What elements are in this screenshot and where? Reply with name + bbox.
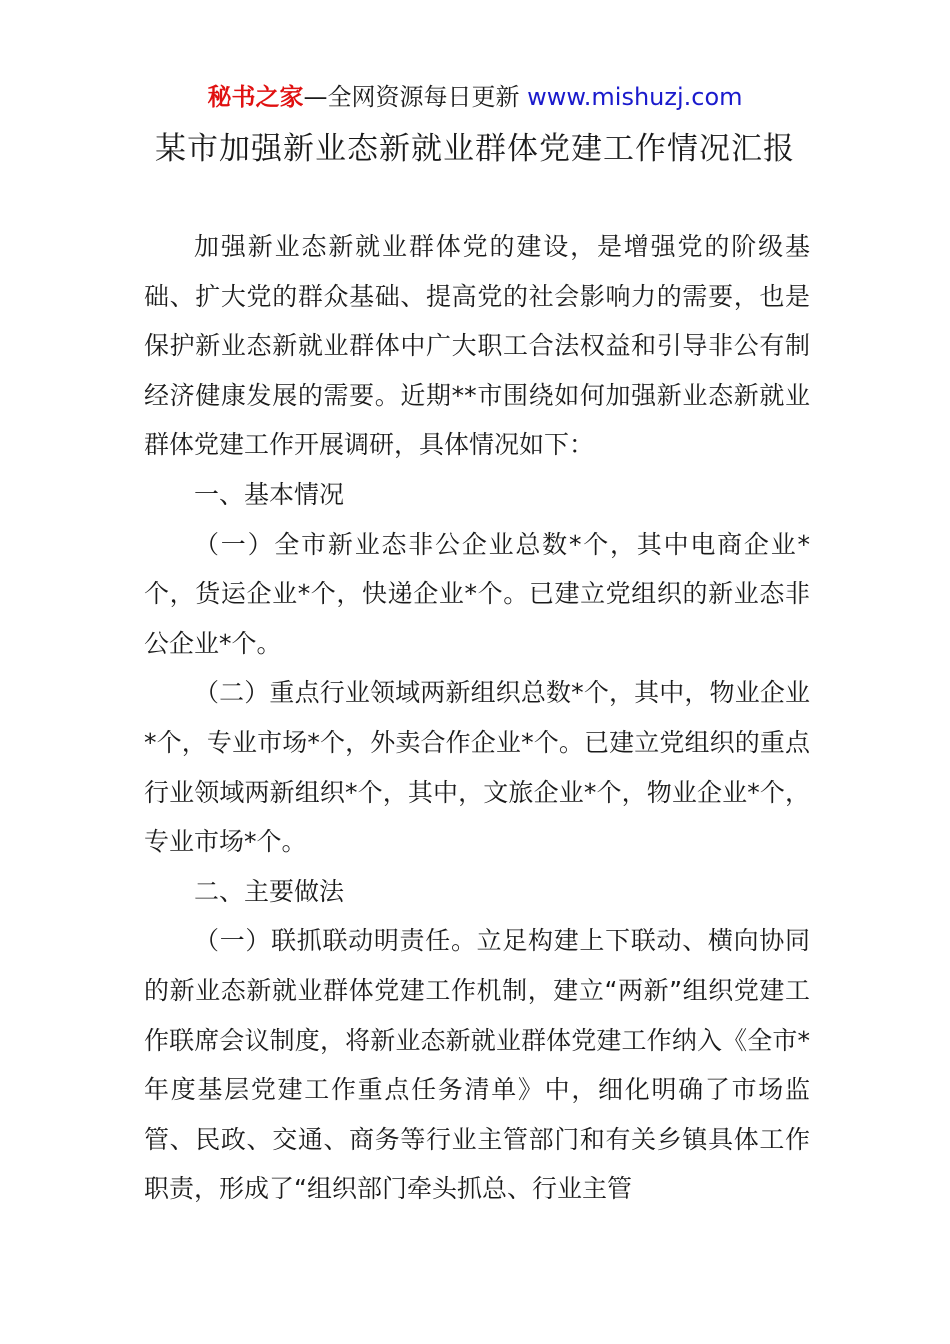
paragraph-practice-1: （一）联抓联动明责任。立足构建上下联动、横向协同的新业态新就业群体党建工作机制，建立“两新”组织党建工作联席会议制度，将新业态新就业群体党建工作纳入《全市*年度基层党建工作重点任务清单》中，细化明确了市场监管、民政、交通、商务等行业主管部门和有关乡镇具体工作职责，形成了“组织部门牵头抓总、行业主管 (144, 926, 810, 1204)
paragraph-item-1: （一）全市新业态非公企业总数*个，其中电商企业*个，货运企业*个，快递企业*个。已建立党组织的新业态非公企业*个。 (144, 529, 810, 658)
paragraph-item-2: （二）重点行业领域两新组织总数*个，其中，物业企业*个，专业市场*个，外卖合作企业*个。已建立党组织的重点行业领域两新组织*个，其中，文旅企业*个，物业企业*个，专业市场*个。 (144, 678, 810, 857)
document-title: 某市加强新业态新就业群体党建工作情况汇报 (155, 131, 795, 167)
document-body (144, 222, 810, 1214)
site-header (0, 80, 950, 114)
section-heading-practices: 二、主要做法 (194, 876, 345, 906)
site-url-link[interactable]: www.mishuzj.com (527, 83, 743, 111)
intro-paragraph: 加强新业态新就业群体党的建设，是增强党的阶级基础、扩大党的群众基础、提高党的社会影响力的需要，也是保护新业态新就业群体中广大职工合法权益和引导非公有制经济健康发展的需要。近期**市围绕如何加强新业态新就业群体党建工作开展调研，具体情况如下： (144, 232, 810, 460)
brand-name: 秘书之家 (207, 83, 304, 111)
header-slogan: —全网资源每日更新 (303, 83, 528, 111)
section-heading-basic: 一、基本情况 (194, 479, 345, 509)
